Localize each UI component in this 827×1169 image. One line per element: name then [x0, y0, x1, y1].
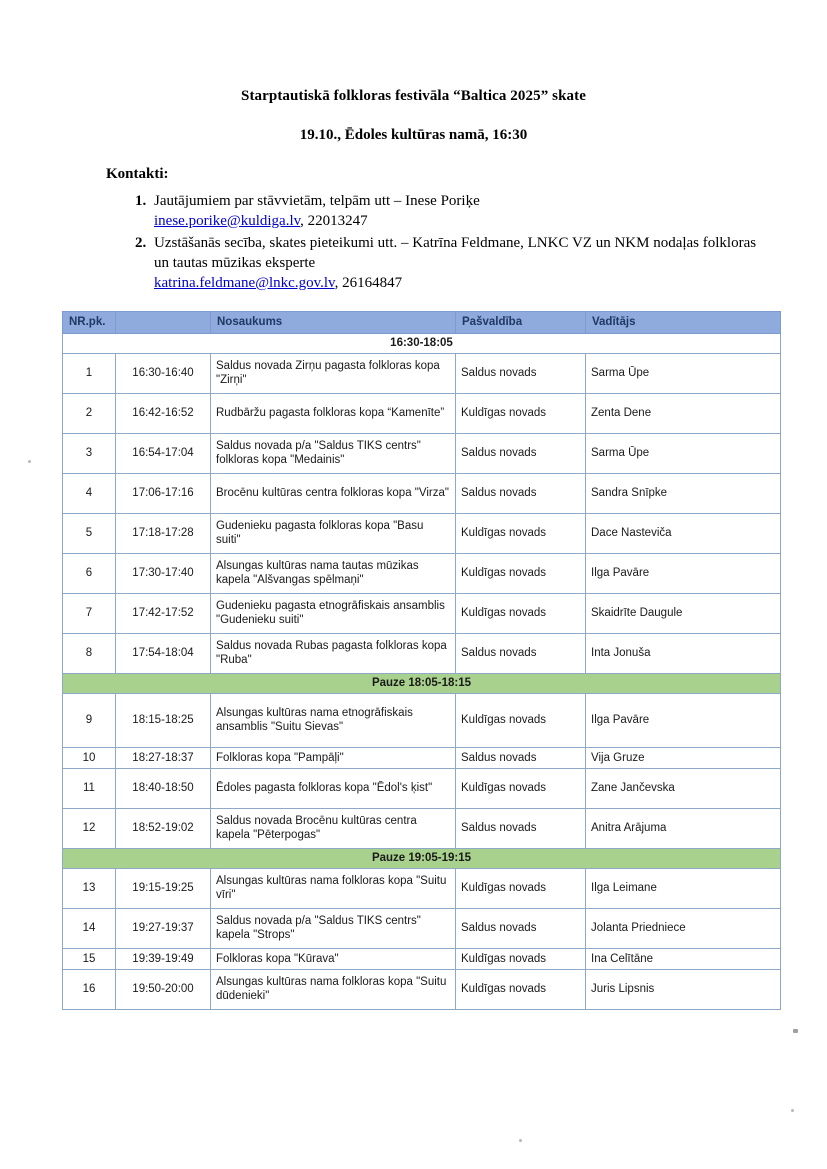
row-leader: Anitra Arājuma: [586, 808, 781, 848]
table-row: [63, 747, 781, 768]
column-header-municipality: Pašvaldība: [456, 311, 586, 333]
row-nr: 1: [63, 353, 116, 393]
table-row: [63, 513, 781, 553]
row-time: 17:54-18:04: [116, 633, 211, 673]
table-row: [63, 868, 781, 908]
row-time: 17:18-17:28: [116, 513, 211, 553]
row-time: 17:42-17:52: [116, 593, 211, 633]
table-row: [63, 969, 781, 1009]
row-nr: 10: [63, 747, 116, 768]
row-municipality: Saldus novads: [456, 473, 586, 513]
row-name: Gudenieku pagasta folkloras kopa "Basu suiti": [211, 513, 456, 553]
row-municipality: Saldus novads: [456, 633, 586, 673]
row-leader: Jolanta Priedniece: [586, 908, 781, 948]
row-leader: Ilga Pavāre: [586, 553, 781, 593]
section-row: [63, 333, 781, 353]
row-municipality: Kuldīgas novads: [456, 768, 586, 808]
table-row: [63, 808, 781, 848]
column-header-name: Nosaukums: [211, 311, 456, 333]
row-time: 18:15-18:25: [116, 693, 211, 747]
row-municipality: Kuldīgas novads: [456, 969, 586, 1009]
row-leader: Sarma Ūpe: [586, 353, 781, 393]
table-row: [63, 948, 781, 969]
row-municipality: Saldus novads: [456, 353, 586, 393]
contact-1-text: Jautājumiem par stāvvietām, telpām utt – Inese Poriķe: [154, 193, 480, 209]
row-municipality: Saldus novads: [456, 433, 586, 473]
column-header-time: [116, 311, 211, 333]
row-municipality: Kuldīgas novads: [456, 948, 586, 969]
row-time: 19:50-20:00: [116, 969, 211, 1009]
scan-artifact: [519, 1139, 522, 1142]
row-leader: Skaidrīte Daugule: [586, 593, 781, 633]
column-header-leader: Vadītājs: [586, 311, 781, 333]
contact-2-text: Uzstāšanās secība, skates pieteikumi utt. – Katrīna Feldmane, LNKC VZ un NKM nodaļas folkloras un tautas mūzikas eksperte: [154, 234, 757, 271]
row-nr: 4: [63, 473, 116, 513]
table-row: [63, 353, 781, 393]
row-time: 17:30-17:40: [116, 553, 211, 593]
row-municipality: Saldus novads: [456, 908, 586, 948]
contact-item-1: [150, 192, 765, 232]
break-label: Pauze 19:05-19:15: [63, 848, 781, 868]
break-row: [63, 848, 781, 868]
row-nr: 9: [63, 693, 116, 747]
row-leader: Sandra Snīpke: [586, 473, 781, 513]
row-municipality: Kuldīgas novads: [456, 693, 586, 747]
scan-artifact: [793, 1029, 798, 1033]
row-name: Saldus novada p/a "Saldus TIKS centrs" folkloras kopa "Medainis": [211, 433, 456, 473]
title-block: [62, 88, 765, 144]
row-nr: 14: [63, 908, 116, 948]
table-row: [63, 633, 781, 673]
row-time: 19:39-19:49: [116, 948, 211, 969]
row-time: 18:40-18:50: [116, 768, 211, 808]
row-name: Brocēnu kultūras centra folkloras kopa "Virza": [211, 473, 456, 513]
row-time: 16:42-16:52: [116, 393, 211, 433]
row-nr: 11: [63, 768, 116, 808]
row-leader: Inta Jonuša: [586, 633, 781, 673]
column-header-nr: NR.pk.: [63, 311, 116, 333]
row-leader: Ilga Pavāre: [586, 693, 781, 747]
row-nr: 13: [63, 868, 116, 908]
row-name: Gudenieku pagasta etnogrāfiskais ansamblis "Gudenieku suiti": [211, 593, 456, 633]
section-label: 16:30-18:05: [63, 333, 781, 353]
contact-1-phone: , 22013247: [300, 212, 368, 229]
row-name: Saldus novada Rubas pagasta folkloras kopa "Ruba": [211, 633, 456, 673]
row-time: 19:27-19:37: [116, 908, 211, 948]
row-leader: Ina Celītāne: [586, 948, 781, 969]
row-municipality: Saldus novads: [456, 808, 586, 848]
break-row: [63, 673, 781, 693]
row-name: Rudbāržu pagasta folkloras kopa “Kamenīte”: [211, 393, 456, 433]
row-nr: 5: [63, 513, 116, 553]
table-row: [63, 593, 781, 633]
table-row: [63, 393, 781, 433]
table-row: [63, 693, 781, 747]
row-nr: 7: [63, 593, 116, 633]
row-time: 16:30-16:40: [116, 353, 211, 393]
row-leader: Zenta Dene: [586, 393, 781, 433]
row-nr: 8: [63, 633, 116, 673]
row-leader: Juris Lipsnis: [586, 969, 781, 1009]
row-name: Alsungas kultūras nama folkloras kopa "Suitu vīri": [211, 868, 456, 908]
table-row: [63, 433, 781, 473]
contacts-heading: Kontakti:: [106, 166, 169, 182]
row-name: Saldus novada p/a "Saldus TIKS centrs" kapela "Strops": [211, 908, 456, 948]
row-leader: Dace Nasteviča: [586, 513, 781, 553]
row-time: 16:54-17:04: [116, 433, 211, 473]
contacts-list: [106, 192, 765, 294]
row-name: Saldus novada Zirņu pagasta folkloras kopa "Zirņi": [211, 353, 456, 393]
row-name: Folkloras kopa "Kūrava": [211, 948, 456, 969]
row-nr: 12: [63, 808, 116, 848]
row-name: Alsungas kultūras nama tautas mūzikas kapela "Alšvangas spēlmaņi": [211, 553, 456, 593]
row-municipality: Kuldīgas novads: [456, 393, 586, 433]
table-row: [63, 908, 781, 948]
table-header-row: [63, 311, 781, 333]
row-nr: 6: [63, 553, 116, 593]
row-leader: Ilga Leimane: [586, 868, 781, 908]
contact-2-phone: , 26164847: [334, 274, 403, 291]
row-nr: 2: [63, 393, 116, 433]
row-name: Ēdoles pagasta folkloras kopa "Ēdol's ķist": [211, 768, 456, 808]
table-row: [63, 768, 781, 808]
page-subtitle: 19.10., Ēdoles kultūras namā, 16:30: [299, 127, 528, 143]
row-nr: 3: [63, 433, 116, 473]
scan-artifact: [28, 460, 31, 463]
schedule-table: [62, 311, 781, 1010]
row-time: 18:52-19:02: [116, 808, 211, 848]
row-name: Saldus novada Brocēnu kultūras centra kapela "Pēterpogas": [211, 808, 456, 848]
row-name: Alsungas kultūras nama etnogrāfiskais ansamblis "Suitu Sievas": [211, 693, 456, 747]
row-time: 17:06-17:16: [116, 473, 211, 513]
row-municipality: Kuldīgas novads: [456, 553, 586, 593]
scan-artifact: [791, 1109, 794, 1112]
contact-item-2: [150, 234, 765, 294]
row-leader: Zane Jančevska: [586, 768, 781, 808]
table-row: [63, 553, 781, 593]
row-municipality: Kuldīgas novads: [456, 868, 586, 908]
row-municipality: Kuldīgas novads: [456, 513, 586, 553]
row-time: 19:15-19:25: [116, 868, 211, 908]
row-nr: 15: [63, 948, 116, 969]
row-name: Alsungas kultūras nama folkloras kopa "Suitu dūdenieki": [211, 969, 456, 1009]
row-time: 18:27-18:37: [116, 747, 211, 768]
contact-2-email[interactable]: katrina.feldmane@lnkc.gov.lv: [154, 274, 335, 291]
row-leader: Sarma Ūpe: [586, 433, 781, 473]
row-municipality: Saldus novads: [456, 747, 586, 768]
row-municipality: Kuldīgas novads: [456, 593, 586, 633]
contact-1-email[interactable]: inese.porike@kuldiga.lv: [154, 212, 301, 229]
break-label: Pauze 18:05-18:15: [63, 673, 781, 693]
row-name: Folkloras kopa "Pampāļi": [211, 747, 456, 768]
row-nr: 16: [63, 969, 116, 1009]
page-title: Starptautiskā folkloras festivāla “Baltica 2025” skate: [241, 88, 586, 104]
table-row: [63, 473, 781, 513]
row-leader: Vija Gruze: [586, 747, 781, 768]
